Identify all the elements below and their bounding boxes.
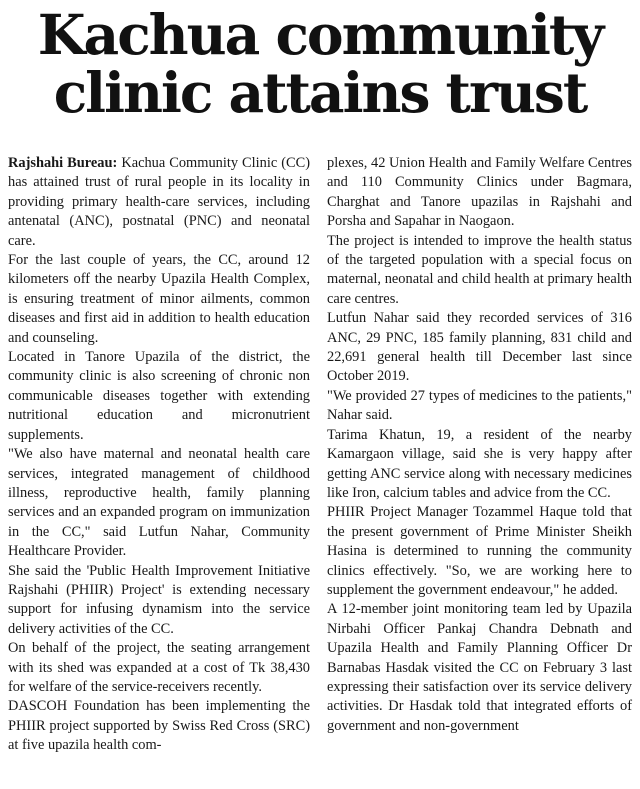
paragraph: "We provided 27 types of medicines to the patients," Nahar said.	[327, 387, 632, 424]
paragraph: For the last couple of years, the CC, around 12 kilometers off the nearby Upazila Health Complex, is ensuring treatment of minor ailments, common diseases and first aid in addition to health education and counseling.	[8, 252, 310, 346]
paragraph: plexes, 42 Union Health and Family Welfare Centres and 110 Community Clinics under Bagmara, Charghat and Tanore upazilas in Rajshahi and Porsha and Sapahar in Naogaon.	[327, 155, 632, 230]
headline-line-1: Kachua community	[37, 2, 603, 67]
paragraph: Located in Tanore Upazila of the district, the community clinic is also screening of chronic non communicable diseases together with extending nutritional education and micronutrient supplements.	[8, 349, 310, 443]
paragraph: A 12-member joint monitoring team led by Upazila Nirbahi Officer Pankaj Chandra Debnath and Upazila Health and Family Planning Officer Dr Barnabas Hasdak visited the CC on February 3 last expressing their satisfaction over its service delivery activities. Dr Hasdak told that integrated efforts of government and non-government	[327, 601, 632, 734]
article-column-left	[8, 154, 310, 756]
paragraph: Lutfun Nahar said they recorded services of 316 ANC, 29 PNC, 185 family planning, 831 child and 22,691 general health till December last since October 2019.	[327, 310, 632, 385]
article-column-right	[327, 154, 632, 736]
paragraph	[8, 154, 310, 251]
paragraph: The project is intended to improve the health status of the targeted population with a special focus on maternal, neonatal and child health at primary health care centres.	[327, 232, 632, 307]
paragraph: "We also have maternal and neonatal health care services, integrated management of childhood illness, reproductive health, family planning services and an expanded program on immunization in the CC," said Lutfun Nahar, Community Healthcare Provider.	[8, 446, 310, 560]
paragraph: She said the 'Public Health Improvement Initiative Rajshahi (PHIIR) Project' is extending necessary support for infusing dynamism into the service delivery activities of the CC.	[8, 562, 310, 637]
dateline: Rajshahi Bureau:	[8, 155, 118, 171]
paragraph: On behalf of the project, the seating arrangement with its shed was expanded at a cost of Tk 38,430 for welfare of the service-receivers recently.	[8, 640, 310, 695]
headline-line-2: clinic attains trust	[53, 60, 587, 126]
paragraph: DASCOH Foundation has been implementing the PHIIR project supported by Swiss Red Cross (SRC) at five upazila health com-	[8, 698, 310, 754]
paragraph: Tarima Khatun, 19, a resident of the nearby Kamargaon village, said she is very happy after getting ANC service along with necessary medicines like Iron, calcium tables and advice from the CC.	[327, 426, 632, 501]
paragraph: PHIIR Project Manager Tozammel Haque told that the present government of Prime Minister Sheikh Hasina is determined to running the community clinics effectively. "So, we are working here to supplement the government endeavour," he added.	[327, 504, 632, 598]
headline	[0, 2, 640, 126]
paragraph-text: Kachua Community Clinic (CC) has attained trust of rural people in its locality in providing primary health-care services, including antenatal (ANC), postnatal (PNC) and neonatal care.	[8, 155, 310, 249]
